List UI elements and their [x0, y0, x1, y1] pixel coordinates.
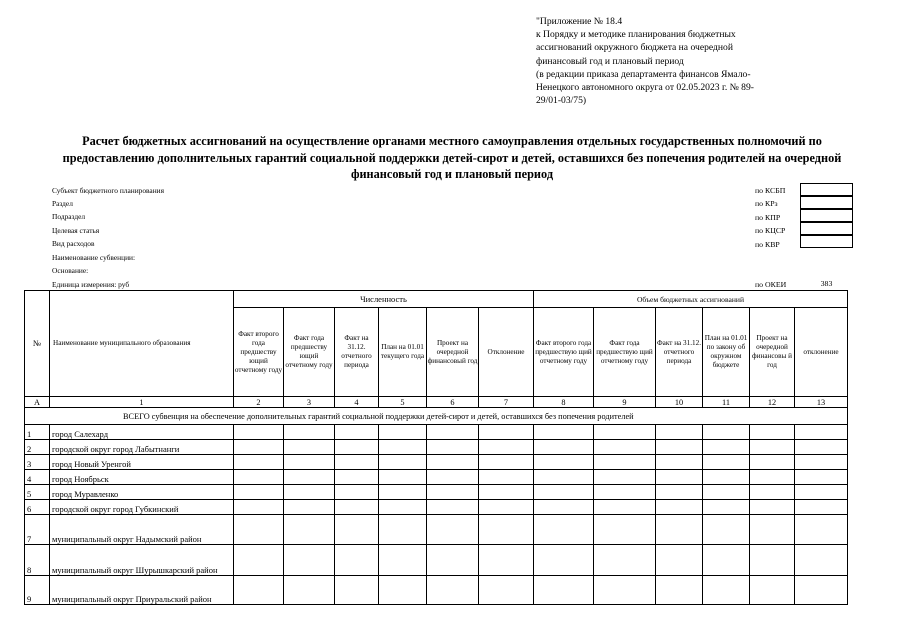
meta-basis-label: Основание: — [52, 266, 89, 275]
data-cell[interactable] — [795, 485, 848, 500]
document-title — [22, 133, 882, 183]
data-cell[interactable] — [534, 500, 594, 515]
data-cell[interactable] — [656, 576, 703, 605]
data-cell[interactable] — [750, 576, 795, 605]
data-cell[interactable] — [284, 515, 335, 545]
okei-value: 383 — [820, 279, 833, 288]
index-cell: 12 — [750, 397, 795, 408]
index-cell: 1 — [50, 397, 234, 408]
data-cell[interactable] — [335, 455, 379, 470]
data-cell[interactable] — [795, 440, 848, 455]
index-cell: 13 — [795, 397, 848, 408]
header-count-col: Отклонение — [479, 308, 534, 397]
header-group-budget: Объем бюджетных ассигнований — [534, 291, 848, 308]
data-cell[interactable] — [427, 470, 479, 485]
data-cell[interactable] — [750, 500, 795, 515]
code-label-kvr: по КВР — [755, 240, 780, 249]
data-cell[interactable] — [594, 470, 656, 485]
table-row — [25, 500, 848, 515]
data-cell[interactable] — [534, 455, 594, 470]
row-number: 6 — [25, 500, 50, 515]
index-cell: 4 — [335, 397, 379, 408]
header-budget-col: Факт на 31.12. отчетного периода — [656, 308, 703, 397]
data-cell[interactable] — [594, 455, 656, 470]
data-cell[interactable] — [703, 455, 750, 470]
table-row — [25, 455, 848, 470]
data-cell[interactable] — [479, 515, 534, 545]
data-cell[interactable] — [335, 576, 379, 605]
data-cell[interactable] — [479, 440, 534, 455]
index-cell: А — [25, 397, 50, 408]
data-cell[interactable] — [534, 425, 594, 440]
header-budget-col: Факт года предшествую щий отчетному году — [594, 308, 656, 397]
data-cell[interactable] — [379, 440, 427, 455]
table-row — [25, 425, 848, 440]
data-cell[interactable] — [479, 576, 534, 605]
data-cell[interactable] — [284, 470, 335, 485]
row-number: 1 — [25, 425, 50, 440]
data-cell[interactable] — [427, 545, 479, 576]
data-cell[interactable] — [234, 515, 284, 545]
data-cell[interactable] — [750, 515, 795, 545]
data-cell[interactable] — [534, 545, 594, 576]
data-cell[interactable] — [427, 455, 479, 470]
appendix-line: (в редакции приказа департамента финансов Ямало- — [536, 68, 751, 80]
header-budget-col: Факт второго года предшествую щий отчетному году — [534, 308, 594, 397]
data-cell[interactable] — [795, 500, 848, 515]
table-row — [25, 470, 848, 485]
meta-subject-label: Субъект бюджетного планирования — [52, 186, 165, 195]
table-row — [25, 485, 848, 500]
code-box-kcsr[interactable] — [800, 222, 853, 235]
data-cell[interactable] — [335, 485, 379, 500]
data-cell[interactable] — [703, 576, 750, 605]
data-cell[interactable] — [534, 576, 594, 605]
header-budget-col: План на 01.01 по закону об окружном бюджете — [703, 308, 750, 397]
index-cell: 8 — [534, 397, 594, 408]
data-cell[interactable] — [284, 545, 335, 576]
code-label-ksbp: по КСБП — [755, 186, 786, 195]
title-line: финансовый год и плановый период — [350, 167, 554, 181]
data-cell[interactable] — [479, 485, 534, 500]
data-cell[interactable] — [656, 500, 703, 515]
data-cell[interactable] — [795, 455, 848, 470]
data-cell[interactable] — [234, 455, 284, 470]
data-cell[interactable] — [479, 500, 534, 515]
code-label-okei: по ОКЕИ — [755, 280, 787, 289]
data-cell[interactable] — [335, 515, 379, 545]
code-box-ksbp[interactable] — [800, 183, 853, 196]
index-cell: 10 — [656, 397, 703, 408]
code-label-krz: по КРз — [755, 199, 778, 208]
index-cell: 6 — [427, 397, 479, 408]
data-cell[interactable] — [427, 515, 479, 545]
data-cell[interactable] — [427, 485, 479, 500]
appendix-line: ассигнований окружного бюджета на очередной — [536, 42, 733, 54]
data-cell[interactable] — [479, 470, 534, 485]
meta-subsection-label: Подраздел — [52, 212, 86, 221]
data-cell[interactable] — [795, 515, 848, 545]
data-cell[interactable] — [795, 425, 848, 440]
data-cell[interactable] — [594, 485, 656, 500]
total-row-label: ВСЕГО субвенция на обеспечение дополнительных гарантий социальной поддержки детей-сирот и детей, оставшихся без попечения родителей — [25, 408, 848, 425]
code-box-krz[interactable] — [800, 196, 853, 209]
data-cell[interactable] — [479, 455, 534, 470]
data-cell[interactable] — [703, 470, 750, 485]
data-cell[interactable] — [427, 576, 479, 605]
data-cell[interactable] — [656, 470, 703, 485]
data-cell[interactable] — [379, 470, 427, 485]
row-municipality: город Ноябрьск — [50, 470, 234, 485]
row-number: 8 — [25, 545, 50, 576]
data-cell[interactable] — [427, 500, 479, 515]
code-label-kcsr: по КЦСР — [755, 226, 786, 235]
appendix-note — [536, 15, 816, 107]
data-cell[interactable] — [335, 470, 379, 485]
data-cell[interactable] — [427, 425, 479, 440]
data-cell[interactable] — [335, 425, 379, 440]
row-municipality: муниципальный округ Шурышкарский район — [50, 545, 234, 576]
data-cell[interactable] — [379, 515, 427, 545]
data-cell[interactable] — [594, 425, 656, 440]
code-box-kpr[interactable] — [800, 209, 853, 222]
header-count-col: Факт на 31.12. отчетного периода — [335, 308, 379, 397]
appendix-line: финансовый год и плановый период — [536, 55, 684, 67]
data-cell[interactable] — [284, 576, 335, 605]
data-cell[interactable] — [656, 440, 703, 455]
table-row — [25, 515, 848, 545]
data-cell[interactable] — [234, 440, 284, 455]
row-municipality: город Салехард — [50, 425, 234, 440]
data-cell[interactable] — [656, 425, 703, 440]
data-cell[interactable] — [234, 500, 284, 515]
data-cell[interactable] — [234, 545, 284, 576]
index-cell: 2 — [234, 397, 284, 408]
data-cell[interactable] — [703, 485, 750, 500]
table-row — [25, 545, 848, 576]
data-cell[interactable] — [534, 470, 594, 485]
data-cell[interactable] — [594, 440, 656, 455]
index-cell: 7 — [479, 397, 534, 408]
index-cell: 3 — [284, 397, 335, 408]
data-cell[interactable] — [703, 500, 750, 515]
data-cell[interactable] — [379, 545, 427, 576]
data-cell[interactable] — [594, 515, 656, 545]
data-cell[interactable] — [750, 470, 795, 485]
data-cell[interactable] — [703, 545, 750, 576]
data-cell[interactable] — [379, 455, 427, 470]
header-municipality: Наименование муниципального образования — [50, 291, 234, 397]
data-cell[interactable] — [656, 455, 703, 470]
data-cell[interactable] — [594, 545, 656, 576]
meta-subvention-label: Наименование субвенции: — [52, 253, 136, 262]
data-cell[interactable] — [795, 470, 848, 485]
data-cell[interactable] — [750, 485, 795, 500]
data-cell[interactable] — [795, 576, 848, 605]
appendix-line: к Порядку и методике планирования бюджетных — [536, 29, 736, 41]
data-cell[interactable] — [594, 500, 656, 515]
index-cell: 11 — [703, 397, 750, 408]
code-label-kpr: по КПР — [755, 213, 781, 222]
row-number: 4 — [25, 470, 50, 485]
data-cell[interactable] — [656, 545, 703, 576]
appendix-line: 29/01-03/75) — [536, 95, 587, 107]
header-count-col: Проект на очередной финансовый год — [427, 308, 479, 397]
data-cell[interactable] — [379, 500, 427, 515]
meta-section-label: Раздел — [52, 199, 73, 208]
appendix-line: "Приложение № 18.4 — [536, 16, 623, 27]
header-no: № — [25, 291, 50, 397]
meta-target-label: Целевая статья — [52, 226, 100, 235]
header-count-col: Факт года предшеству ющий отчетному году — [284, 308, 335, 397]
data-cell[interactable] — [234, 576, 284, 605]
index-cell: 5 — [379, 397, 427, 408]
data-cell[interactable] — [234, 425, 284, 440]
data-cell[interactable] — [335, 500, 379, 515]
row-number: 3 — [25, 455, 50, 470]
data-cell[interactable] — [284, 455, 335, 470]
row-municipality: город Новый Уренгой — [50, 455, 234, 470]
index-cell: 9 — [594, 397, 656, 408]
data-cell[interactable] — [594, 576, 656, 605]
header-count-col: Факт второго года предшеству ющий отчетному году — [234, 308, 284, 397]
meta-unit-label: Единица измерения: руб — [52, 280, 130, 289]
row-municipality: городской округ город Губкинский — [50, 500, 234, 515]
data-cell[interactable] — [534, 485, 594, 500]
data-cell[interactable] — [427, 440, 479, 455]
header-budget-col: отклонение — [795, 308, 848, 397]
data-cell[interactable] — [703, 515, 750, 545]
budget-table — [24, 290, 848, 605]
data-cell[interactable] — [703, 425, 750, 440]
data-cell[interactable] — [335, 440, 379, 455]
data-cell[interactable] — [534, 515, 594, 545]
data-cell[interactable] — [795, 545, 848, 576]
header-count-col: План на 01.01 текущего года — [379, 308, 427, 397]
title-line: предоставлению дополнительных гарантий социальной поддержки детей-сирот и детей, оставшихся без попечения родителей на очередной — [62, 150, 842, 165]
data-cell[interactable] — [284, 485, 335, 500]
table-row — [25, 576, 848, 605]
data-cell[interactable] — [234, 470, 284, 485]
row-number: 9 — [25, 576, 50, 605]
data-cell[interactable] — [284, 425, 335, 440]
data-cell[interactable] — [656, 515, 703, 545]
row-municipality: город Муравленко — [50, 485, 234, 500]
row-municipality: муниципальный округ Приуральский район — [50, 576, 234, 605]
row-number: 7 — [25, 515, 50, 545]
data-cell[interactable] — [656, 485, 703, 500]
row-number: 5 — [25, 485, 50, 500]
meta-expense-type-label: Вид расходов — [52, 239, 95, 248]
data-cell[interactable] — [379, 485, 427, 500]
code-box-kvr[interactable] — [800, 235, 853, 248]
data-cell[interactable] — [534, 440, 594, 455]
data-cell[interactable] — [703, 440, 750, 455]
data-cell[interactable] — [479, 545, 534, 576]
data-cell[interactable] — [379, 576, 427, 605]
table-row — [25, 440, 848, 455]
title-line: Расчет бюджетных ассигнований на осуществление органами местного самоуправления отдельных государственных полномочий по — [82, 134, 822, 148]
row-number: 2 — [25, 440, 50, 455]
data-cell[interactable] — [284, 500, 335, 515]
data-cell[interactable] — [479, 425, 534, 440]
data-cell[interactable] — [234, 485, 284, 500]
data-cell[interactable] — [379, 425, 427, 440]
appendix-line: Ненецкого автономного округа от 02.05.2023 г. № 89- — [536, 82, 754, 94]
data-cell[interactable] — [750, 425, 795, 440]
row-municipality: городской округ город Лабытнанги — [50, 440, 234, 455]
header-group-count: Численность — [234, 291, 534, 308]
data-cell[interactable] — [750, 545, 795, 576]
header-budget-col: Проект на очередной финансовы й год — [750, 308, 795, 397]
data-cell[interactable] — [335, 545, 379, 576]
row-municipality: муниципальный округ Надымский район — [50, 515, 234, 545]
data-cell[interactable] — [284, 440, 335, 455]
data-cell[interactable] — [750, 440, 795, 455]
data-cell[interactable] — [750, 455, 795, 470]
